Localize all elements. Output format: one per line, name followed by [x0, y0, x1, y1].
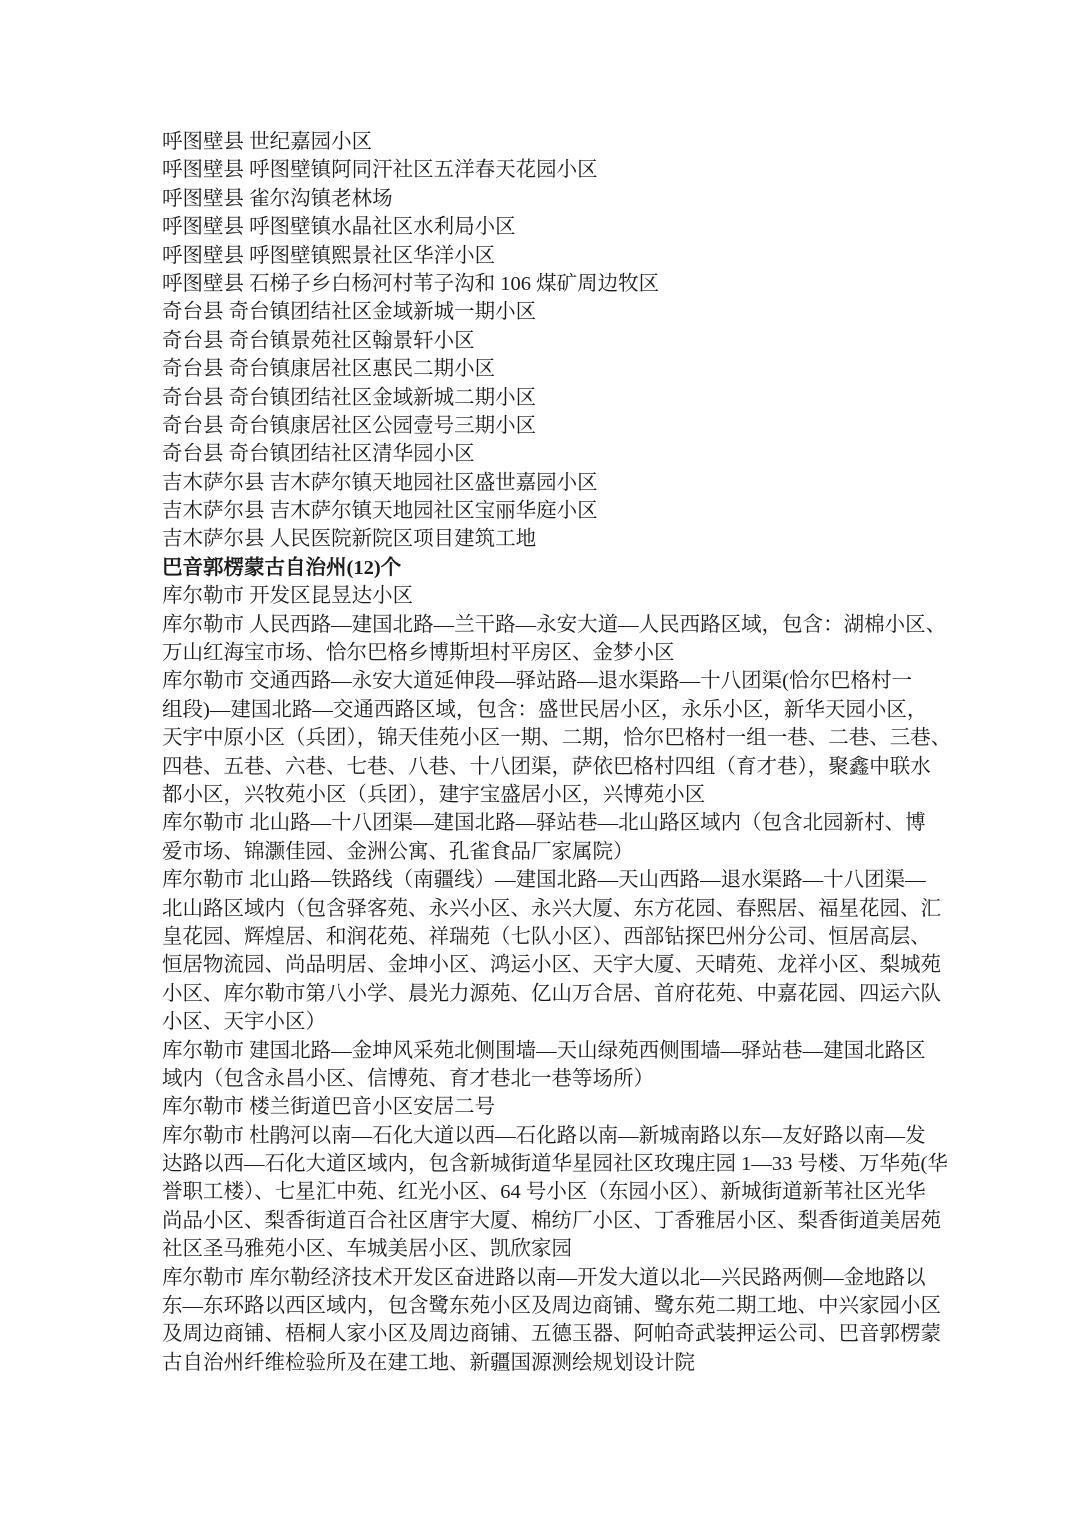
risk-area-entry: [162, 298, 926, 326]
entry-line: 社区圣马雅苑小区、车城美居小区、凯欣家园: [162, 1238, 572, 1261]
entry-line: 奇台县 奇台镇康居社区公园壹号三期小区: [162, 414, 537, 437]
entry-line: 组段)—建国北路—交通西路区域，包含：盛世民居小区，永乐小区，新华天园小区，: [162, 698, 928, 721]
entry-line: 吉木萨尔县 吉木萨尔镇天地园社区宝丽华庭小区: [162, 500, 598, 523]
risk-area-entry: [162, 1037, 926, 1094]
risk-area-entry: [162, 469, 926, 497]
risk-area-entry: [162, 213, 926, 241]
risk-area-entry: [162, 525, 926, 553]
entry-line: 小区、天宇小区）: [162, 1011, 326, 1034]
entry-line: 吉木萨尔县 吉木萨尔镇天地园社区盛世嘉园小区: [162, 471, 598, 494]
entry-line: 呼图壁县 呼图壁镇阿同汗社区五洋春天花园小区: [162, 159, 598, 182]
risk-area-entry: [162, 327, 926, 355]
entry-line: 奇台县 奇台镇团结社区清华园小区: [162, 443, 475, 466]
entry-line: 奇台县 奇台镇康居社区惠民二期小区: [162, 358, 496, 381]
entry-line: 天宇中原小区（兵团），锦天佳苑小区一期、二期，恰尔巴格村一组一巷、二巷、三巷、: [162, 727, 952, 750]
entry-line: 东—东环路以西区域内，包含鹭东苑小区及周边商铺、鹭东苑二期工地、中兴家园小区: [162, 1295, 941, 1318]
entry-line: 库尔勒市 北山路—十八团渠—建国北路—驿站巷—北山路区域内（包含北园新村、博: [162, 812, 926, 835]
entry-line: 呼图壁县 世纪嘉园小区: [162, 131, 373, 153]
entry-line: 库尔勒市 开发区昆昱达小区: [162, 585, 414, 608]
entry-line: 皇花园、辉煌居、和润花苑、祥瑞苑（七队小区）、西部钻探巴州分公司、恒居高层、: [162, 925, 931, 948]
risk-area-entry: [162, 412, 926, 440]
entry-line: 尚品小区、梨香街道百合社区唐宇大厦、棉纺厂小区、丁香雅居小区、梨香街道美居苑: [162, 1209, 941, 1232]
entry-line: 呼图壁县 呼图壁镇水晶社区水利局小区: [162, 216, 516, 239]
entry-line: 库尔勒市 交通西路—永安大道延伸段—驿站路—退水渠路—十八团渠(恰尔巴格村一: [162, 670, 912, 693]
risk-area-entry: [162, 384, 926, 412]
entry-line: 爱市场、锦灏佳园、金洲公寓、孔雀食品厂家属院）: [162, 840, 634, 863]
risk-area-entry: [162, 270, 926, 298]
entry-line: 奇台县 奇台镇团结社区金域新城一期小区: [162, 301, 537, 324]
entry-line: 四巷、五巷、六巷、七巷、八巷、十八团渠，萨依巴格村四组（育才巷），聚鑫中联水: [162, 755, 931, 778]
entry-line: 吉木萨尔县 人民医院新院区项目建筑工地: [162, 528, 537, 551]
risk-area-entry: [162, 809, 926, 866]
entry-line: 呼图壁县 石梯子乡白杨河村苇子沟和 106 煤矿周边牧区: [162, 272, 660, 295]
entry-line: 北山路区域内（包含驿客苑、永兴小区、永兴大厦、东方花园、春熙居、福星花园、汇: [162, 897, 941, 920]
entry-line: 库尔勒市 杜鹃河以南—石化大道以西—石化路以南—新城南路以东—友好路以南—发: [162, 1124, 926, 1147]
risk-area-entry: [162, 667, 952, 809]
entry-line: 库尔勒市 北山路—铁路线（南疆线）—建国北路—天山西路—退水渠路—十八团渠—: [162, 869, 926, 892]
entry-line: 都小区，兴牧苑小区（兵团），建宇宝盛居小区，兴博苑小区: [162, 783, 706, 806]
entry-line: 库尔勒市 库尔勒经济技术开发区奋进路以南—开发大道以北—兴民路两侧—金地路以: [162, 1266, 926, 1289]
entry-line: 奇台县 奇台镇团结社区金域新城二期小区: [162, 386, 537, 409]
entry-line: 恒居物流园、尚品明居、金坤小区、鸿运小区、天宇大厦、天晴苑、龙祥小区、梨城苑: [162, 954, 941, 977]
risk-area-entry: [162, 866, 941, 1036]
risk-area-list: [162, 128, 952, 1377]
entry-line: 誉职工楼）、七星汇中苑、红光小区、64 号小区（东园小区）、新城街道新苇社区光华: [162, 1181, 926, 1204]
entry-line: 奇台县 奇台镇景苑社区翰景轩小区: [162, 329, 475, 352]
risk-area-entry: [162, 582, 926, 610]
entry-line: 及周边商铺、梧桐人家小区及周边商铺、五德玉器、阿帕奇武装押运公司、巴音郭楞蒙: [162, 1323, 941, 1346]
entry-line: 小区、库尔勒市第八小学、晨光力源苑、亿山万合居、首府花苑、中嘉花园、四运六队: [162, 982, 941, 1005]
section-heading: [162, 554, 926, 582]
entry-line: 达路以西—石化大道区域内，包含新城街道华星园社区玫瑰庄园 1—33 号楼、万华苑(华: [162, 1153, 948, 1176]
entry-line: 呼图壁县 雀尔沟镇老林场: [162, 187, 393, 210]
risk-area-entry: [162, 440, 926, 468]
risk-area-entry: [162, 1264, 941, 1378]
risk-area-entry: [162, 242, 926, 270]
entry-line: 库尔勒市 建国北路—金坤风采苑北侧围墙—天山绿苑西侧围墙—驿站巷—建国北路区: [162, 1039, 926, 1062]
entry-line: 库尔勒市 人民西路—建国北路—兰干路—永安大道—人民西路区域，包含：湖棉小区、: [162, 613, 947, 636]
risk-area-entry: [162, 497, 926, 525]
entry-line: 古自治州纤维检验所及在建工地、新疆国源测绘规划设计院: [162, 1351, 695, 1374]
entry-line: 库尔勒市 楼兰街道巴音小区安居二号: [162, 1096, 496, 1119]
risk-area-entry: [162, 185, 926, 213]
risk-area-entry: [162, 611, 947, 668]
entry-line: 域内（包含永昌小区、信博苑、育才巷北一巷等场所）: [162, 1067, 654, 1090]
risk-area-entry: [162, 156, 926, 184]
risk-area-entry: [162, 128, 926, 156]
entry-line: 呼图壁县 呼图壁镇熙景社区华洋小区: [162, 244, 496, 267]
entry-line: 万山红海宝市场、恰尔巴格乡博斯坦村平房区、金梦小区: [162, 642, 675, 665]
risk-area-entry: [162, 1093, 926, 1121]
risk-area-entry: [162, 355, 926, 383]
risk-area-entry: [162, 1122, 948, 1264]
section-heading-text: 巴音郭楞蒙古自治州(12)个: [162, 556, 402, 579]
